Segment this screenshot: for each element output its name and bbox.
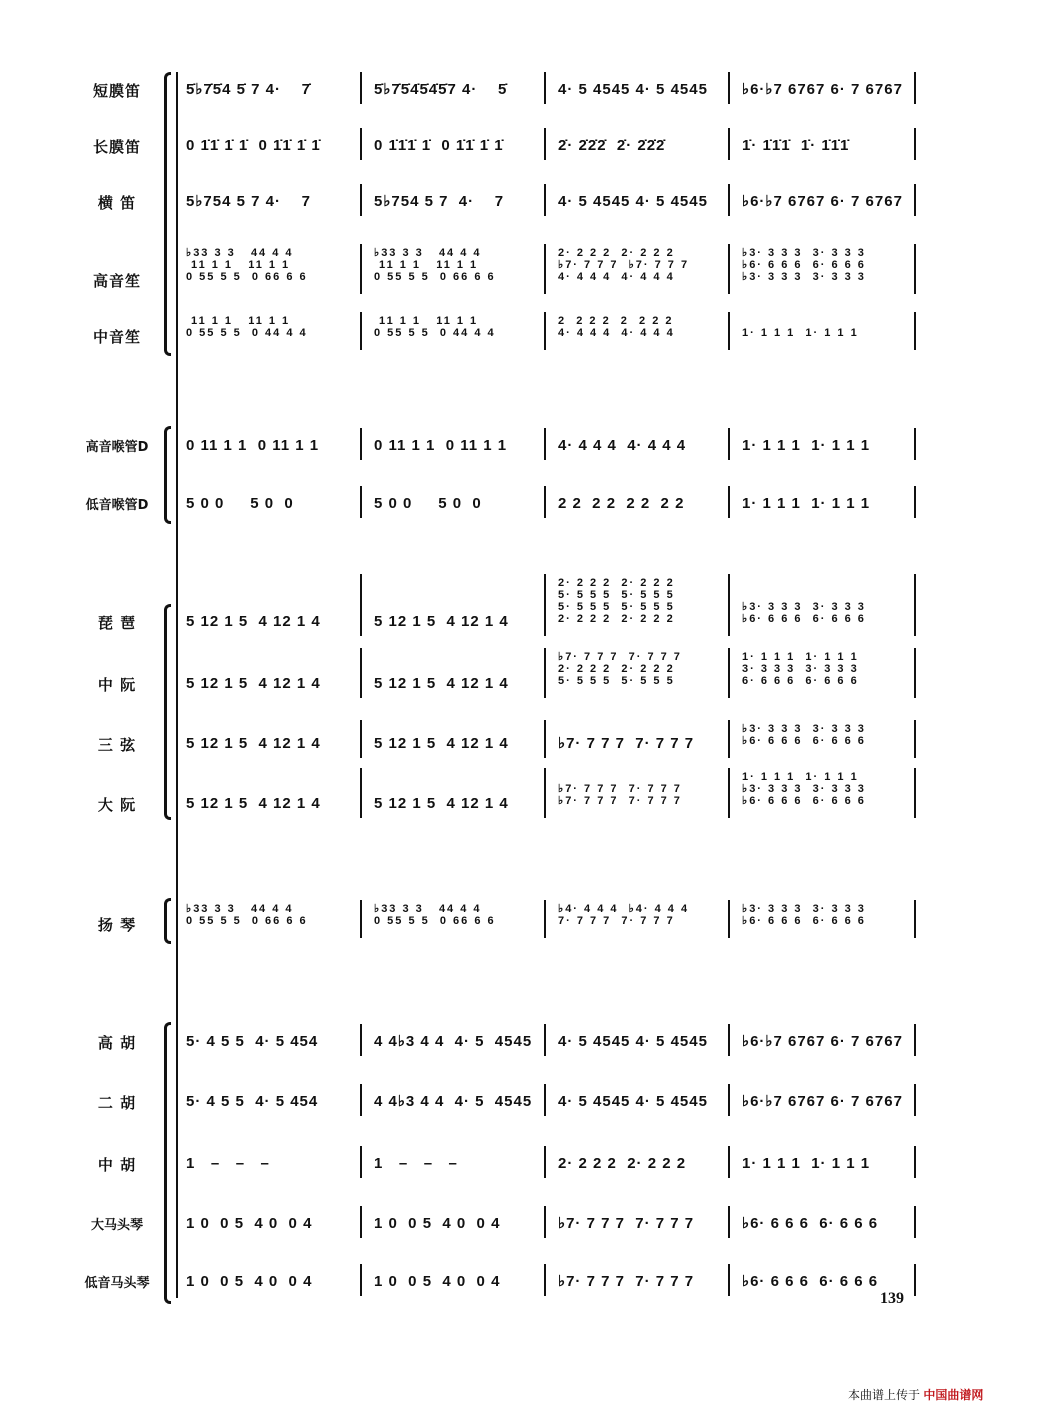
- chord-line: ♭7· 7 7 7 7· 7 7 7: [558, 783, 682, 795]
- measure-notes: 4· 4 4 4 4· 4 4 4: [558, 437, 687, 454]
- chord-line: 0 55 5 5 0 66 6 6: [186, 271, 308, 283]
- measure-notes: 5 12 1 5 4 12 1 4: [374, 675, 509, 692]
- measure-notes: 1̇· 1̇1̇1̇ 1̇· 1̇1̇1̇: [742, 137, 850, 154]
- barline: [728, 1146, 730, 1178]
- measure-notes: ♭6·♭7 6767 6· 7 6767: [742, 1033, 903, 1050]
- barline: [544, 1024, 546, 1056]
- barline: [360, 1084, 362, 1116]
- measure-notes: ♭6· 6 6 6 6· 6 6 6: [742, 1273, 879, 1290]
- chord-line: ♭3· 3 3 3 3· 3 3 3: [742, 601, 866, 613]
- chord-line: 1· 1 1 1 1· 1 1 1: [742, 327, 859, 339]
- barline: [544, 574, 546, 636]
- barline: [544, 486, 546, 518]
- houguan-bracket: [164, 426, 171, 524]
- measure-notes: ♭6· 6 6 6 6· 6 6 6: [742, 1215, 879, 1232]
- chord-line: ♭7· 7 7 7 ♭7· 7 7 7: [558, 259, 690, 271]
- system-line: [176, 72, 178, 1298]
- measure-notes: 1· 1 1 1 1· 1 1 1: [742, 437, 871, 454]
- chord-line: 4· 4 4 4 4· 4 4 4: [558, 271, 675, 283]
- barline: [728, 1024, 730, 1056]
- instrument-name: 高音笙: [92, 272, 141, 290]
- barline: [728, 768, 730, 818]
- barline: [360, 72, 362, 104]
- measure-notes: 5 12 1 5 4 12 1 4: [186, 613, 321, 630]
- instrument-name: 高 胡: [97, 1034, 137, 1052]
- barline: [914, 1264, 916, 1296]
- measure-notes: 5 0 0 5 0 0: [374, 495, 482, 512]
- barline: [728, 720, 730, 758]
- barline: [360, 428, 362, 460]
- barline: [914, 900, 916, 938]
- measure-notes: ♭7· 7 7 7 7· 7 7 7: [558, 1273, 695, 1290]
- barline: [360, 1146, 362, 1178]
- measure-notes: 2 2 2 2 2 2 2 2: [558, 495, 685, 512]
- measure-notes: 2̇· 2̇2̇2̇ 2̇· 2̇2̇2̇: [558, 137, 666, 154]
- barline: [728, 428, 730, 460]
- chord-line: ♭7· 7 7 7 7· 7 7 7: [558, 651, 682, 663]
- barline: [914, 312, 916, 350]
- barline: [544, 184, 546, 216]
- barline: [914, 574, 916, 636]
- measure-notes: 5♭754 5 7 4· 7: [374, 193, 505, 210]
- chord-line: 4· 4 4 4 4· 4 4 4: [558, 327, 675, 339]
- instrument-name: 短膜笛: [92, 82, 141, 100]
- measure-notes: 1 – – –: [186, 1155, 270, 1172]
- measure-notes: 1· 1 1 1 1· 1 1 1: [742, 495, 871, 512]
- measure-notes: 5 12 1 5 4 12 1 4: [374, 735, 509, 752]
- barline: [728, 574, 730, 636]
- chord-line: ♭3· 3 3 3 3· 3 3 3: [742, 247, 866, 259]
- barline: [360, 648, 362, 698]
- barline: [360, 574, 362, 636]
- barline: [360, 900, 362, 938]
- barline: [914, 648, 916, 698]
- barline: [360, 768, 362, 818]
- barline: [728, 72, 730, 104]
- barline: [544, 1146, 546, 1178]
- measure-notes: 1· 1 1 1 1· 1 1 1: [742, 1155, 871, 1172]
- barline: [360, 128, 362, 160]
- chord-line: ♭3· 3 3 3 3· 3 3 3: [742, 903, 866, 915]
- instrument-name: 大马头琴: [90, 1218, 143, 1233]
- measure-notes: 5 12 1 5 4 12 1 4: [374, 795, 509, 812]
- instrument-name: 扬 琴: [97, 916, 137, 934]
- chord-line: 1· 1 1 1 1· 1 1 1: [742, 771, 859, 783]
- barline: [544, 72, 546, 104]
- footer: [848, 1386, 983, 1403]
- instrument-name: 中音笙: [92, 328, 141, 346]
- chord-line: ♭6· 6 6 6 6· 6 6 6: [742, 259, 866, 271]
- instrument-name: 横 笛: [97, 194, 137, 212]
- measure-notes: 1 0 0 5 4 0 0 4: [186, 1215, 313, 1232]
- measure-notes: 5 12 1 5 4 12 1 4: [374, 613, 509, 630]
- chord-line: 0 55 5 5 0 44 4 4: [186, 327, 308, 339]
- measure-notes: 5 12 1 5 4 12 1 4: [186, 795, 321, 812]
- footer-brand: 中国曲谱网: [923, 1388, 984, 1402]
- chord-line: 11 1 1 11 1 1: [186, 315, 291, 327]
- chord-line: ♭6· 6 6 6 6· 6 6 6: [742, 735, 866, 747]
- barline: [914, 486, 916, 518]
- measure-notes: ♭6·♭7 6767 6· 7 6767: [742, 193, 903, 210]
- chord-line: ♭33 3 3 44 4 4: [374, 903, 482, 915]
- yangqin-bracket: [164, 898, 171, 944]
- barline: [728, 184, 730, 216]
- chord-line: 11 1 1 11 1 1: [374, 315, 479, 327]
- chord-line: 2· 2 2 2 2· 2 2 2: [558, 663, 675, 675]
- barline: [728, 244, 730, 294]
- instrument-name: 琵 琶: [97, 614, 137, 632]
- instrument-name: 低音马头琴: [84, 1276, 150, 1291]
- chord-line: ♭33 3 3 44 4 4: [186, 247, 294, 259]
- chord-line: ♭33 3 3 44 4 4: [374, 247, 482, 259]
- instrument-name: 中 胡: [97, 1156, 137, 1174]
- chord-line: 0 55 5 5 0 66 6 6: [374, 271, 496, 283]
- chord-line: 0 55 5 5 0 66 6 6: [374, 915, 496, 927]
- barline: [544, 720, 546, 758]
- barline: [360, 184, 362, 216]
- barline: [914, 72, 916, 104]
- barline: [544, 648, 546, 698]
- measure-notes: ♭7· 7 7 7 7· 7 7 7: [558, 735, 695, 752]
- barline: [360, 1206, 362, 1238]
- chord-line: ♭6· 6 6 6 6· 6 6 6: [742, 613, 866, 625]
- barline: [544, 244, 546, 294]
- barline: [360, 312, 362, 350]
- chord-line: 5· 5 5 5 5· 5 5 5: [558, 589, 675, 601]
- measure-notes: 0 11 1 1 0 11 1 1: [374, 437, 508, 454]
- barline: [914, 428, 916, 460]
- barline: [728, 312, 730, 350]
- chord-line: 0 55 5 5 0 44 4 4: [374, 327, 496, 339]
- plucked-bracket: [164, 604, 171, 820]
- barline: [544, 312, 546, 350]
- barline: [544, 428, 546, 460]
- barline: [544, 900, 546, 938]
- barline: [728, 486, 730, 518]
- barline: [360, 1264, 362, 1296]
- measure-notes: 1 0 0 5 4 0 0 4: [374, 1215, 501, 1232]
- barline: [360, 1024, 362, 1056]
- chord-line: 6· 6 6 6 6· 6 6 6: [742, 675, 859, 687]
- barline: [360, 486, 362, 518]
- barline: [914, 128, 916, 160]
- instrument-name: 高音喉管D: [85, 440, 149, 455]
- measure-notes: 5 12 1 5 4 12 1 4: [186, 675, 321, 692]
- footer-prefix: 本曲谱上传于: [848, 1388, 921, 1402]
- instrument-name: 二 胡: [97, 1094, 137, 1112]
- barline: [544, 1206, 546, 1238]
- barline: [728, 1264, 730, 1296]
- barline: [914, 1024, 916, 1056]
- chord-line: 2 2 2 2 2 2 2 2: [558, 315, 674, 327]
- measure-notes: 5 12 1 5 4 12 1 4: [186, 735, 321, 752]
- barline: [914, 720, 916, 758]
- measure-notes: 1 – – –: [374, 1155, 458, 1172]
- barline: [728, 648, 730, 698]
- instrument-name: 大 阮: [97, 796, 137, 814]
- measure-notes: 5̇♭7̇5̇4̇5̇4̇5̇7 4· 5̇: [374, 81, 508, 98]
- measure-notes: 4 4♭3 4 4 4· 5 4545: [374, 1033, 533, 1050]
- barline: [360, 244, 362, 294]
- measure-notes: 5· 4 5 5 4· 5 454: [186, 1093, 319, 1110]
- measure-notes: 0 1̇1̇ 1̇ 1̇ 0 1̇1̇ 1̇ 1̇: [186, 137, 321, 154]
- measure-notes: 0 1̇1̇1̇ 1̇ 0 1̇1̇ 1̇ 1̇: [374, 137, 504, 154]
- chord-line: 7· 7 7 7 7· 7 7 7: [558, 915, 675, 927]
- page-number: 139: [880, 1290, 904, 1307]
- measure-notes: ♭6·♭7 6767 6· 7 6767: [742, 1093, 903, 1110]
- barline: [914, 184, 916, 216]
- barline: [914, 1146, 916, 1178]
- chord-line: 11 1 1 11 1 1: [374, 259, 479, 271]
- measure-notes: 4· 5 4545 4· 5 4545: [558, 1033, 708, 1050]
- instrument-name: 中 阮: [97, 676, 137, 694]
- measure-notes: 2· 2 2 2 2· 2 2 2: [558, 1155, 687, 1172]
- bowed-bracket: [164, 1022, 171, 1304]
- measure-notes: 5 0 0 5 0 0: [186, 495, 294, 512]
- measure-notes: 1 0 0 5 4 0 0 4: [186, 1273, 313, 1290]
- chord-line: 3· 3 3 3 3· 3 3 3: [742, 663, 859, 675]
- measure-notes: 4· 5 4545 4· 5 4545: [558, 193, 708, 210]
- measure-notes: 4· 5 4545 4· 5 4545: [558, 1093, 708, 1110]
- barline: [544, 768, 546, 818]
- barline: [728, 900, 730, 938]
- chord-line: 2· 2 2 2 2· 2 2 2: [558, 247, 675, 259]
- barline: [728, 1084, 730, 1116]
- barline: [914, 1206, 916, 1238]
- measure-notes: 4 4♭3 4 4 4· 5 4545: [374, 1093, 533, 1110]
- chord-line: 0 55 5 5 0 66 6 6: [186, 915, 308, 927]
- instrument-name: 三 弦: [97, 736, 137, 754]
- instrument-name: 低音喉管D: [85, 498, 149, 513]
- winds-bracket: [164, 72, 171, 356]
- chord-line: ♭6· 6 6 6 6· 6 6 6: [742, 795, 866, 807]
- chord-line: 5· 5 5 5 5· 5 5 5: [558, 601, 675, 613]
- measure-notes: 4· 5 4545 4· 5 4545: [558, 81, 708, 98]
- measure-notes: 5̇♭7̇5̇4 5̇ 7 4· 7̇: [186, 81, 311, 98]
- chord-line: ♭4· 4 4 4 ♭4· 4 4 4: [558, 903, 690, 915]
- barline: [360, 720, 362, 758]
- barline: [728, 128, 730, 160]
- barline: [544, 128, 546, 160]
- chord-line: ♭3· 3 3 3 3· 3 3 3: [742, 723, 866, 735]
- barline: [914, 768, 916, 818]
- chord-line: ♭7· 7 7 7 7· 7 7 7: [558, 795, 682, 807]
- chord-line: 1· 1 1 1 1· 1 1 1: [742, 651, 859, 663]
- measure-notes: ♭7· 7 7 7 7· 7 7 7: [558, 1215, 695, 1232]
- measure-notes: ♭6·♭7 6767 6· 7 6767: [742, 81, 903, 98]
- chord-line: ♭3· 3 3 3 3· 3 3 3: [742, 271, 866, 283]
- measure-notes: 0 11 1 1 0 11 1 1: [186, 437, 320, 454]
- measure-notes: 5♭754 5 7 4· 7: [186, 193, 311, 210]
- chord-line: ♭33 3 3 44 4 4: [186, 903, 294, 915]
- chord-line: 5· 5 5 5 5· 5 5 5: [558, 675, 675, 687]
- chord-line: 2· 2 2 2 2· 2 2 2: [558, 577, 675, 589]
- measure-notes: 5· 4 5 5 4· 5 454: [186, 1033, 319, 1050]
- chord-line: ♭6· 6 6 6 6· 6 6 6: [742, 915, 866, 927]
- chord-line: 2· 2 2 2 2· 2 2 2: [558, 613, 675, 625]
- instrument-name: 长膜笛: [92, 138, 141, 156]
- measure-notes: 1 0 0 5 4 0 0 4: [374, 1273, 501, 1290]
- barline: [544, 1264, 546, 1296]
- chord-line: ♭3· 3 3 3 3· 3 3 3: [742, 783, 866, 795]
- barline: [544, 1084, 546, 1116]
- barline: [728, 1206, 730, 1238]
- chord-line: 11 1 1 11 1 1: [186, 259, 291, 271]
- barline: [914, 1084, 916, 1116]
- barline: [914, 244, 916, 294]
